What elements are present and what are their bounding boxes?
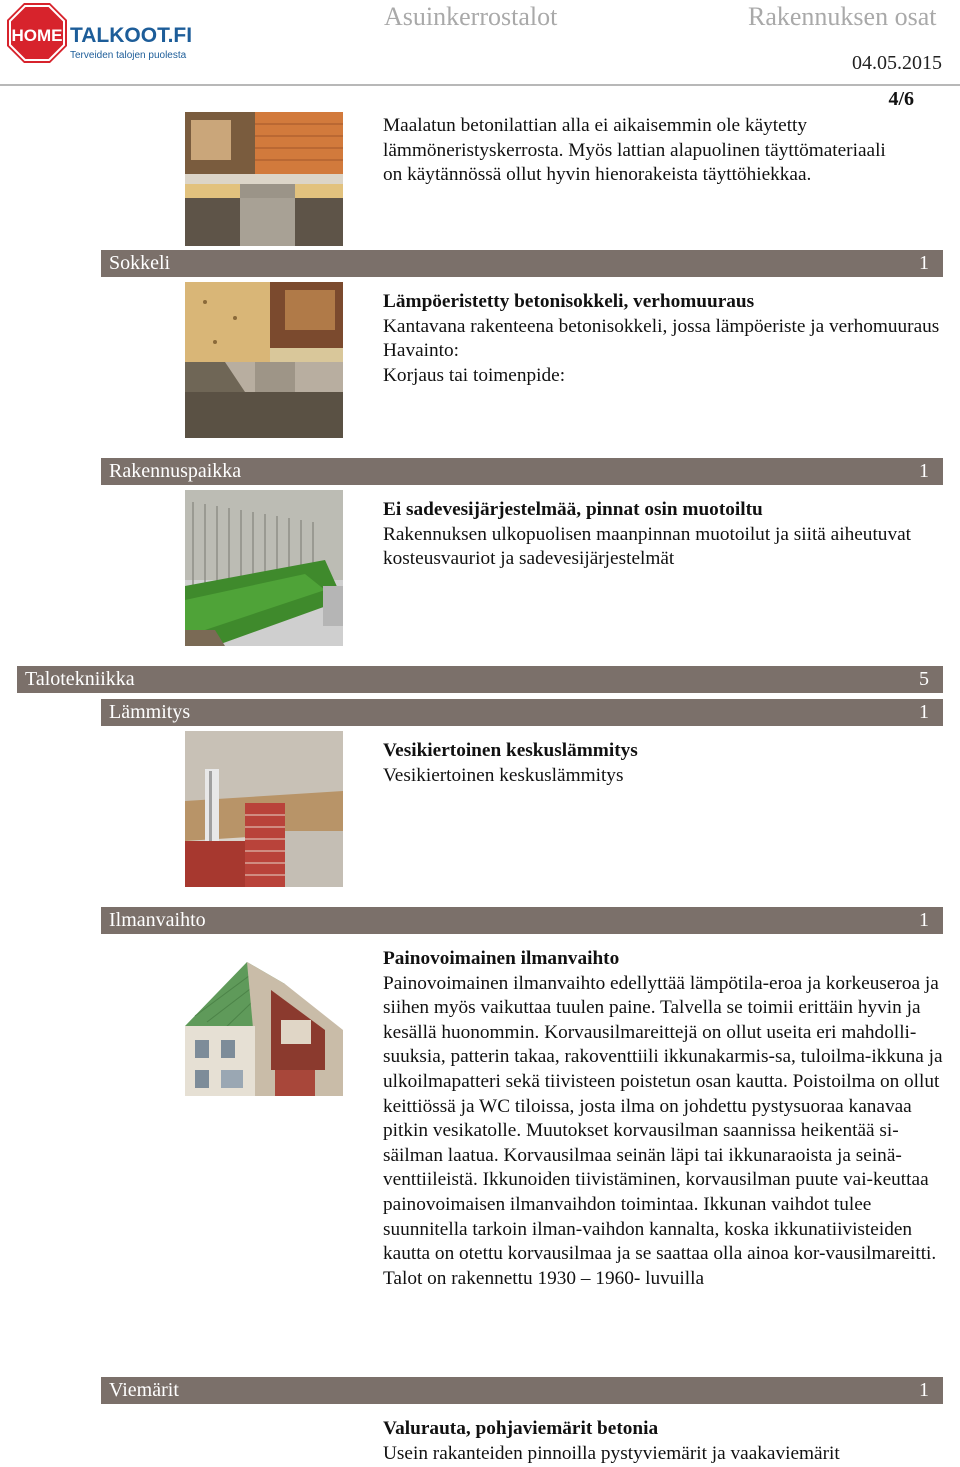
floor-entry-text bbox=[383, 114, 903, 188]
floor-entry-description: Maalatun betonilattian alla ei aikaisemmin ole käytetty lämmöneristyskerrosta. Myös lattian alapuolinen täyttömateriaali on käytännössä ollut hyvin hienorakeista täyttöhiekkaa. bbox=[383, 115, 886, 186]
section-count: 1 bbox=[919, 460, 929, 482]
header-date: 04.05.2015 bbox=[852, 52, 942, 74]
section-count: 1 bbox=[919, 1379, 929, 1401]
natural-ventilation-house-image bbox=[185, 960, 343, 1096]
logo-tagline: Terveiden talojen puolesta bbox=[70, 50, 187, 61]
entry-description: Rakennuksen ulkopuolisen maanpinnan muotoilut ja siitä aiheutuvat kosteusvauriot ja sadevesijärjestelmät bbox=[383, 523, 911, 570]
stop-sign-logo-icon bbox=[6, 2, 193, 64]
entry-title: Vesikiertoinen keskuslämmitys bbox=[383, 740, 638, 761]
ilmanvaihto-entry bbox=[383, 947, 943, 1291]
building-site-image bbox=[185, 490, 343, 646]
header-title-right: Rakennuksen osat bbox=[748, 2, 937, 31]
section-label: Viemärit bbox=[109, 1379, 179, 1401]
section-count: 5 bbox=[919, 668, 929, 690]
viemarit-entry bbox=[383, 1417, 943, 1466]
header-divider bbox=[0, 84, 960, 86]
section-bar-ilmanvaihto bbox=[101, 907, 943, 934]
central-heating-image bbox=[185, 731, 343, 887]
lammitys-entry bbox=[383, 739, 943, 788]
section-count: 1 bbox=[919, 701, 929, 723]
entry-description: Vesikiertoinen keskuslämmitys bbox=[383, 764, 624, 786]
entry-title: Lämpöeristetty betonisokkeli, verhomuuraus bbox=[383, 291, 755, 312]
entry-description: Usein rakanteiden pinnoilla pystyviemärit ja vaakaviemärit bbox=[383, 1442, 840, 1464]
header-title-left: Asuinkerrostalot bbox=[384, 2, 558, 31]
section-label: Talotekniikka bbox=[25, 668, 135, 690]
section-count: 1 bbox=[919, 252, 929, 274]
havainto-label: Havainto: bbox=[383, 340, 460, 362]
entry-title: Ei sadevesijärjestelmää, pinnat osin muotoiltu bbox=[383, 499, 763, 520]
entry-title: Valurauta, pohjaviemärit betonia bbox=[383, 1418, 659, 1439]
logo-talkoot-text: TALKOOT.FI bbox=[70, 24, 193, 47]
hometalkoot-logo[interactable] bbox=[6, 2, 193, 64]
section-bar-talotekniikka bbox=[17, 666, 943, 693]
section-bar-rakennuspaikka bbox=[101, 458, 943, 485]
section-bar-sokkeli bbox=[101, 250, 943, 277]
section-bar-lammitys bbox=[101, 699, 943, 726]
entry-description: Painovoimainen ilmanvaihto edellyttää lämpötila-eroa ja korkeuseroa ja siihen myös vaikuttaa tuulen paine. Talvella se toimii erittäin hyvin ja kesällä huonommin. Korvausilmareittejä on ollut useita eri mahdolli-suuksia, patterin takaa, rakoventtiili ikkunakarmis-sa, tuloilma-ikkuna ja ulkoilmapatteri sekä tiivisteen poistetun osan kautta. Poistoilma on ollut keittiössä ja WC tiloissa, josta ilma on johdettu pystysuoraa kanavaa pitkin vesikatolle. Muutokset korvausilman saannissa heikentää si-säilman laatua. Korvausilmaa seinän läpi tai ikkunaraoista ja seinä-venttiileistä. Ikkunoiden tiivistäminen, korvausilman puute vai-keuttaa painovoimaisen ilmanvaihdon toimintaa. Ikkunan vaihdot tulee suunnitella tarkoin ilman-vaihdon kannalta, koska ikkunatiivisteiden kautta on otettu korvausilmaa ja se saattaa olla ainoa kor-vausilmareitti. Talot on rakennettu 1930 – 1960- luvuilla bbox=[383, 972, 943, 1289]
floor-structure-image bbox=[185, 112, 343, 246]
section-label: Ilmanvaihto bbox=[109, 909, 206, 931]
page-number: 4/6 bbox=[888, 88, 914, 110]
plinth-image bbox=[185, 282, 343, 438]
korjaus-label: Korjaus tai toimenpide: bbox=[383, 364, 566, 386]
sokkeli-entry bbox=[383, 290, 943, 388]
logo-home-text: HOME bbox=[11, 26, 63, 45]
entry-title: Painovoimainen ilmanvaihto bbox=[383, 948, 620, 969]
section-label: Lämmitys bbox=[109, 701, 191, 723]
section-label: Rakennuspaikka bbox=[109, 460, 242, 482]
rakennuspaikka-entry bbox=[383, 498, 943, 572]
section-label: Sokkeli bbox=[109, 252, 171, 274]
section-bar-viemarit bbox=[101, 1377, 943, 1404]
entry-description: Kantavana rakenteena betonisokkeli, jossa lämpöeriste ja verhomuuraus bbox=[383, 315, 940, 337]
section-count: 1 bbox=[919, 909, 929, 931]
